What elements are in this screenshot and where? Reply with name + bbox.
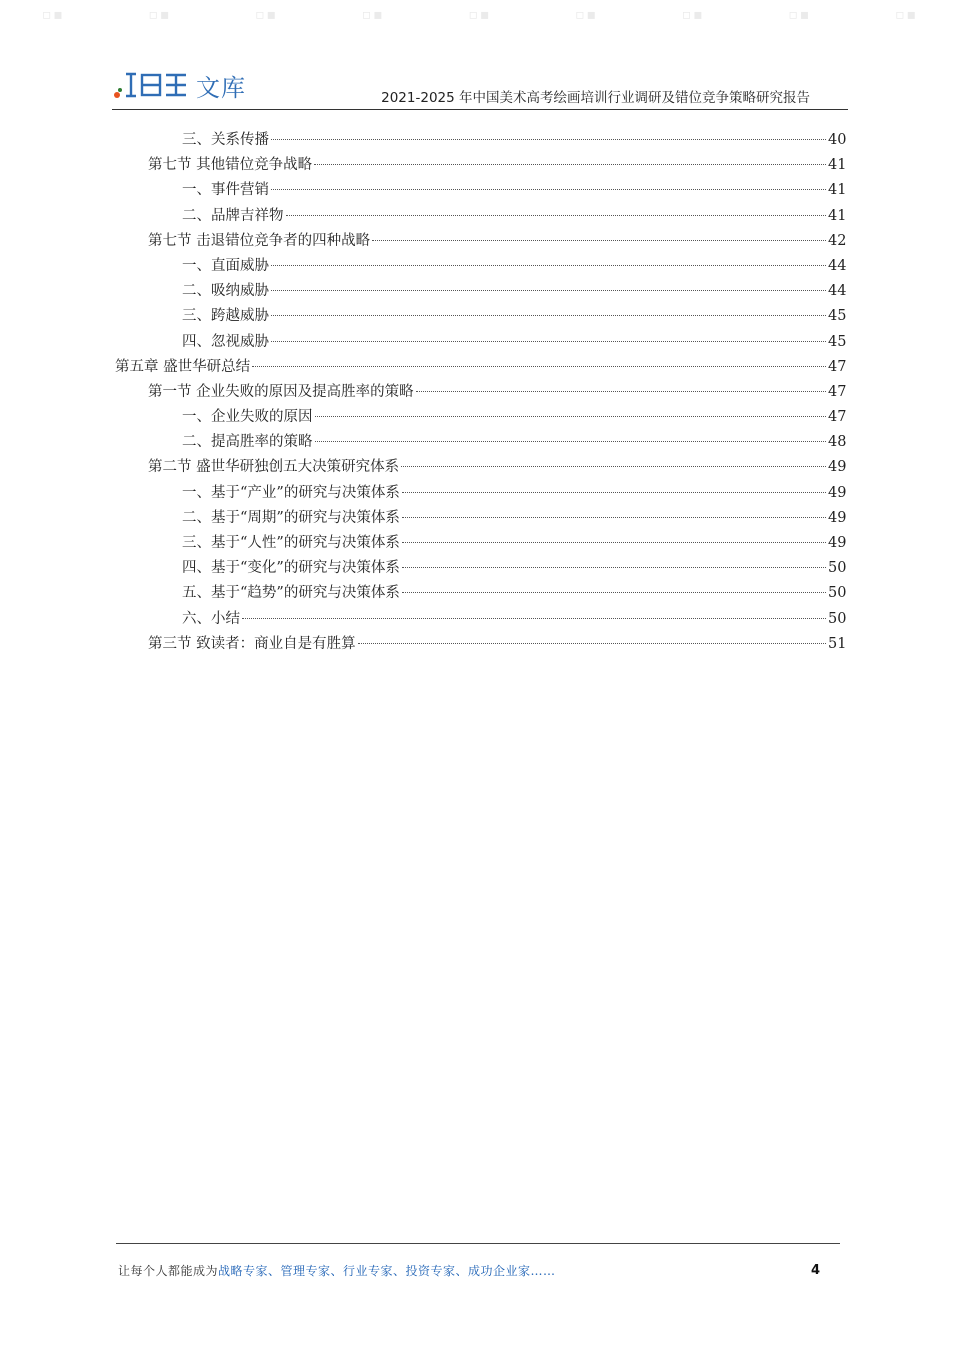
toc-entry-title: 第二节 盛世华研独创五大决策研究体系	[148, 459, 400, 476]
toc-dot-leader	[271, 265, 826, 266]
toc-dot-leader	[252, 366, 826, 367]
toc-entry-page: 50	[828, 585, 847, 602]
toc-entry-page: 41	[828, 157, 847, 174]
toc-entry[interactable]	[112, 204, 846, 229]
toc-entry[interactable]	[112, 153, 846, 178]
logo-text: 文库	[196, 73, 246, 102]
toc-dot-leader	[401, 466, 826, 467]
toc-dot-leader	[402, 567, 826, 568]
page-header	[112, 60, 848, 112]
toc-entry-title: 六、小结	[182, 610, 240, 627]
toc-entry-page: 47	[828, 409, 847, 426]
toc-entry[interactable]	[112, 455, 846, 480]
toc-dot-leader	[402, 592, 826, 593]
toc-entry-title: 三、基于“人性”的研究与决策体系	[182, 535, 400, 551]
logo-mark-icon	[124, 72, 190, 98]
toc-entry-page: 49	[828, 484, 847, 501]
watermark-strip	[0, 0, 960, 30]
toc-dot-leader	[358, 643, 826, 644]
toc-entry-title: 二、吸纳威胁	[182, 283, 269, 300]
toc-entry[interactable]	[112, 531, 846, 556]
toc-entry-page: 40	[828, 132, 847, 148]
footer-divider	[116, 1243, 840, 1244]
toc-entry-page: 41	[828, 182, 847, 199]
toc-entry-title: 一、直面威胁	[182, 257, 269, 274]
toc-entry[interactable]	[112, 178, 846, 203]
toc-dot-leader	[271, 290, 826, 291]
toc-entry-page: 50	[828, 560, 847, 577]
toc-entry-title: 二、提高胜率的策略	[182, 434, 313, 451]
watermark-mark: ▫▪	[681, 7, 705, 23]
toc-entry[interactable]	[112, 279, 846, 304]
watermark-mark: ▫▪	[895, 7, 919, 23]
toc-entry[interactable]	[112, 556, 846, 581]
toc-dot-leader	[372, 240, 826, 241]
watermark-mark: ▫▪	[575, 7, 599, 23]
page-number: 4	[810, 1263, 820, 1278]
toc-entry-page: 51	[828, 635, 847, 652]
toc-entry-title: 二、基于“周期”的研究与决策体系	[182, 509, 400, 526]
toc-dot-leader	[416, 391, 826, 392]
toc-entry[interactable]	[112, 229, 846, 254]
toc-dot-leader	[271, 341, 826, 342]
toc-entry-title: 第五章 盛世华研总结	[115, 358, 251, 375]
toc-dot-leader	[315, 441, 827, 442]
toc-entry[interactable]	[112, 506, 846, 531]
toc-entry-title: 二、品牌吉祥物	[182, 207, 284, 224]
toc-entry[interactable]	[112, 581, 846, 606]
toc-entry-page: 47	[828, 358, 847, 375]
watermark-mark: ▫▪	[788, 7, 812, 23]
toc-entry-page: 44	[828, 283, 847, 300]
toc-entry-page: 45	[828, 308, 847, 325]
toc-dot-leader	[402, 492, 826, 493]
toc-entry[interactable]	[112, 430, 846, 455]
watermark-mark: ▫▪	[255, 7, 279, 23]
toc-entry[interactable]	[112, 405, 846, 430]
toc-entry[interactable]	[112, 380, 846, 405]
toc-entry[interactable]	[112, 128, 846, 153]
page-footer	[118, 1261, 826, 1281]
toc-entry-title: 一、事件营销	[182, 182, 269, 199]
toc-dot-leader	[402, 542, 826, 543]
toc-entry-page: 49	[828, 509, 847, 526]
toc-entry[interactable]	[112, 632, 846, 657]
toc-entry-page: 49	[828, 459, 847, 476]
toc-entry-page: 42	[828, 232, 847, 249]
toc-dot-leader	[242, 618, 826, 619]
toc-entry[interactable]	[112, 254, 846, 279]
toc-entry-title: 第一节 企业失败的原因及提高胜率的策略	[148, 383, 414, 400]
logo-dots-icon	[112, 68, 124, 102]
toc-entry-page: 44	[828, 257, 847, 274]
toc-dot-leader	[286, 215, 827, 216]
toc-entry-title: 第七节 其他错位竞争战略	[148, 157, 313, 174]
toc-entry-title: 四、基于“变化”的研究与决策体系	[182, 560, 400, 577]
toc-entry-page: 50	[828, 610, 847, 627]
brand-logo[interactable]	[112, 68, 246, 102]
toc-dot-leader	[314, 164, 826, 165]
toc-entry-title: 五、基于“趋势”的研究与决策体系	[182, 585, 400, 602]
toc-entry[interactable]	[112, 330, 846, 355]
watermark-mark: ▫▪	[361, 7, 385, 23]
toc-dot-leader	[315, 416, 827, 417]
toc-entry-page: 47	[828, 383, 847, 400]
toc-entry-title: 三、跨越威胁	[182, 308, 269, 325]
toc-entry-page: 45	[828, 333, 847, 350]
toc-dot-leader	[402, 517, 826, 518]
toc-dot-leader	[271, 189, 826, 190]
watermark-mark: ▫▪	[468, 7, 492, 23]
toc-entry-page: 48	[828, 434, 847, 451]
toc-entry-page: 41	[828, 207, 847, 224]
toc-entry[interactable]	[112, 355, 846, 380]
toc-dot-leader	[271, 139, 826, 140]
toc-entry-title: 第三节 致读者：商业自是有胜算	[148, 635, 356, 652]
footer-slogan-highlight: 战略专家、管理专家、行业专家、投资专家、成功企业家……	[218, 1264, 556, 1278]
table-of-contents	[112, 128, 846, 657]
header-divider	[112, 109, 848, 110]
watermark-mark: ▫▪	[41, 7, 65, 23]
toc-entry-title: 一、基于“产业”的研究与决策体系	[182, 484, 400, 501]
toc-entry-title: 三、关系传播	[182, 132, 269, 148]
toc-dot-leader	[271, 315, 826, 316]
watermark-mark: ▫▪	[148, 7, 172, 23]
toc-entry-page: 49	[828, 535, 847, 551]
toc-entry-title: 一、企业失败的原因	[182, 409, 313, 426]
report-title: 2021-2025 年中国美术高考绘画培训行业调研及错位竞争策略研究报告	[381, 90, 810, 106]
toc-entry[interactable]	[112, 481, 846, 506]
toc-entry-title: 第七节 击退错位竞争者的四种战略	[148, 232, 371, 249]
footer-slogan-prefix: 让每个人都能成为	[118, 1264, 219, 1278]
toc-entry[interactable]	[112, 304, 846, 329]
toc-entry-title: 四、忽视威胁	[182, 333, 269, 350]
toc-entry[interactable]	[112, 607, 846, 632]
